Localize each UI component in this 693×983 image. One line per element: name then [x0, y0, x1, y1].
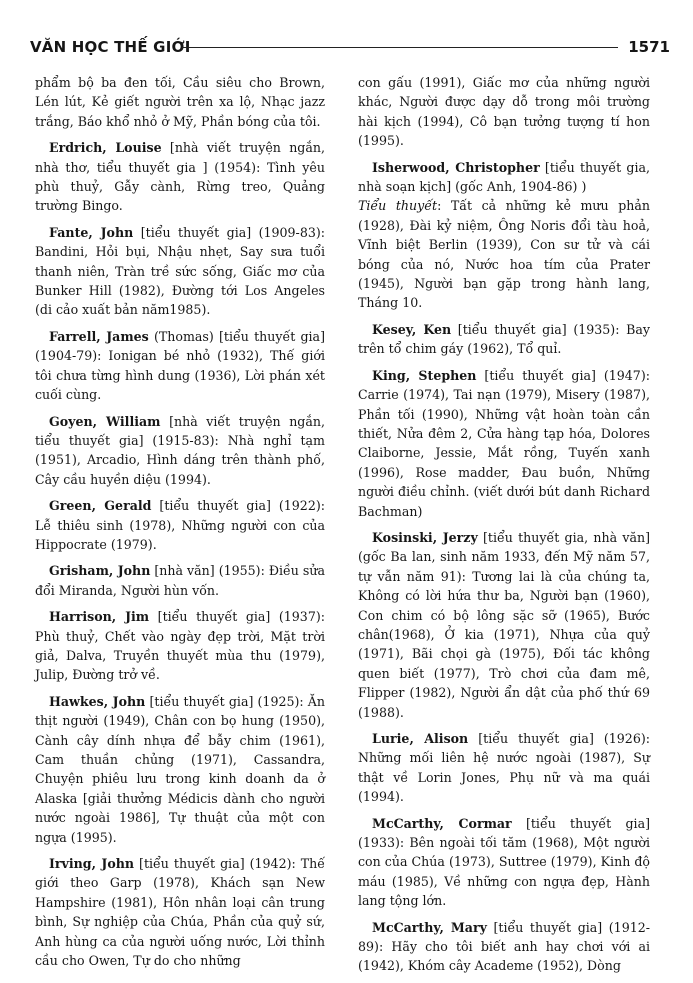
author-name: Isherwood, Christopher	[372, 159, 540, 175]
entry: Kesey, Ken [tiểu thuyết gia] (1935): Bay trên tổ chim gáy (1962), Tổ quỉ.	[358, 321, 650, 357]
entry: McCarthy, Mary [tiểu thuyết gia] (1912-89): Hãy cho tôi biết anh hay chơi với ai (1942), Khóm cây Academe (1952), Dòng	[358, 919, 650, 974]
author-name: Goyen, William	[49, 413, 161, 429]
author-name: Erdrich, Louise	[49, 140, 162, 156]
entry-continuation: con gấu (1991), Giấc mơ của những người khác, Người được dạy dỗ trong môi trường hài kịch (1994), Cô bạn tưởng tượng tí hon (1995).	[358, 75, 650, 149]
page-header	[30, 36, 670, 60]
section-label: Tiểu thuyết	[358, 198, 438, 214]
author-name: Irving, John	[49, 856, 135, 872]
entry: Grisham, John [nhà văn] (1955): Điều sửa đổi Miranda, Người hùn vốn.	[35, 563, 326, 598]
author-name: Harrison, Jim	[49, 609, 150, 625]
entry: Goyen, William [nhà viết truyện ngắn, tiểu thuyết gia] (1915-83): Nhà nghỉ tạm (1951), Arcadio, Hình dáng trên thành phố, Cây cầu huyền diệu (1994).	[35, 413, 325, 487]
author-name: Farrell, James	[49, 328, 149, 344]
author-name: King, Stephen	[372, 367, 477, 383]
page-number: 1571	[628, 38, 670, 56]
entry: Harrison, Jim [tiểu thuyết gia] (1937): Phù thuỷ, Chết vào ngày đẹp trời, Mặt trời giả, Dalva, Truyền thuyết mùa thu (1979), Julip, Đường trở về.	[35, 609, 325, 683]
left-column	[35, 73, 325, 977]
header-rule	[182, 47, 618, 48]
running-title: VĂN HỌC THẾ GIỚI	[30, 38, 191, 56]
author-name: McCarthy, Mary	[372, 919, 487, 935]
entry: Erdrich, Louise [nhà viết truyện ngắn, nhà thơ, tiểu thuyết gia ] (1954): Tình yêu phù thuỷ, Gẫy cành, Rừng treo, Quảng trường Bingo.	[35, 140, 325, 214]
entry: Lurie, Alison [tiểu thuyết gia] (1926): Những mối liên hệ nước ngoài (1987), Sự thật về Lorin Jones, Phụ nữ và ma quái (1994).	[358, 731, 650, 805]
entry: Isherwood, Christopher [tiểu thuyết gia, nhà soạn kịch] (gốc Anh, 1904-86) ) Tiểu thuyết: Tất cả những kẻ mưu phản (1928), Đài kỷ niệm, Ông Noris đổi tàu hoả, Vĩnh biệt Berlin (1939), Con sư tử và cái bóng của nó, Nước hoa tím của Prater (1945), Người bạn gặp trong hành lang, Tháng 10.	[358, 159, 650, 311]
author-name: Fante, John	[49, 224, 134, 240]
entry: McCarthy, Cormar [tiểu thuyết gia] (1933): Bên ngoài tối tăm (1968), Một người con của Chúa (1973), Suttree (1979), Kinh độ máu (1985), Về những con ngựa đẹp, Hành lang tộng lớn.	[358, 815, 650, 909]
entry: King, Stephen [tiểu thuyết gia] (1947): Carrie (1974), Tai nạn (1979), Misery (1987), Phần tối (1990), Những vật hoàn toàn cần thiết, Nửa đêm 2, Cửa hàng tạp hóa, Dolores Claiborne, Jessie, Mắt rồng, Tuyến xanh (1996), Rose madder, Đau buồn, Những người điều chỉnh. (viết dưới bút danh Richard Bachman)	[358, 367, 650, 519]
entry: Irving, John [tiểu thuyết gia] (1942): Thế giới theo Garp (1978), Khách sạn New Hampshire (1981), Hôn nhân loại cân trung bình, Sự nghiệp của Chúa, Phần của quỷ sứ, Anh hùng ca của người uống nước, Lời thỉnh cầu cho Owen, Tự do cho những	[35, 856, 325, 969]
right-column	[358, 73, 650, 983]
entry: Farrell, James (Thomas) [tiểu thuyết gia] (1904-79): Ionigan bé nhỏ (1932), Thế giới tôi chưa từng hình dung (1936), Lời phán xét cuối cùng.	[35, 328, 325, 403]
author-name: Green, Gerald	[49, 498, 152, 514]
author-name: Kesey, Ken	[372, 321, 452, 337]
author-name: Lurie, Alison	[372, 731, 469, 746]
entry-continuation: phẩm bộ ba đen tối, Cầu siêu cho Brown, Lén lút, Kẻ giết người trên xa lộ, Nhạc jazz trắng, Báo khổ nhỏ ở Mỹ, Phần bóng của tôi.	[35, 75, 325, 129]
author-name: Kosinski, Jerzy	[372, 529, 478, 545]
author-name: Grisham, John	[49, 563, 151, 579]
entry: Kosinski, Jerzy [tiểu thuyết gia, nhà văn] (gốc Ba lan, sinh năm 1933, đến Mỹ năm 57, tự vẫn năm 91): Tương lai là của chúng ta, Không có lời hứa thư ba, Người bạn (1960), Con chim có bộ lông sặc sỡ (1965), Bước chân(1968), Ở kia (1971), Nhựa của quỷ (1971), Bãi chọi gà (1975), Đối tác không quen biết (1977), Trò chơi của đam mê, Flipper (1982), Người ẩn dật của phố thứ 69 (1988).	[358, 529, 651, 720]
entry: Fante, John [tiểu thuyết gia] (1909-83): Bandini, Hỏi bụi, Nhậu nhẹt, Say sưa tuổi thanh niên, Tràn trề sức sống, Giấc mơ của Bunker Hill (1982), Đường tới Los Angeles (di cảo xuất bản năm1985).	[35, 224, 325, 318]
author-name: McCarthy, Cormar	[372, 815, 512, 831]
entry: Green, Gerald [tiểu thuyết gia] (1922): Lễ thiêu sinh (1978), Những người con của Hippocrate (1979).	[35, 498, 325, 552]
entry: Hawkes, John [tiểu thuyết gia] (1925): Ăn thịt người (1949), Chân con bọ hung (1950), Cành cây dính nhựa để bẫy chim (1961), Cam thuần chủng (1971), Cassandra, Chuyện phiêu lưu trong kinh doanh da ở Alaska [giải thưởng Médicis dành cho người nước ngoài 1986], Tự thuật của một con ngựa (1995).	[35, 693, 326, 845]
author-name: Hawkes, John	[49, 693, 146, 709]
